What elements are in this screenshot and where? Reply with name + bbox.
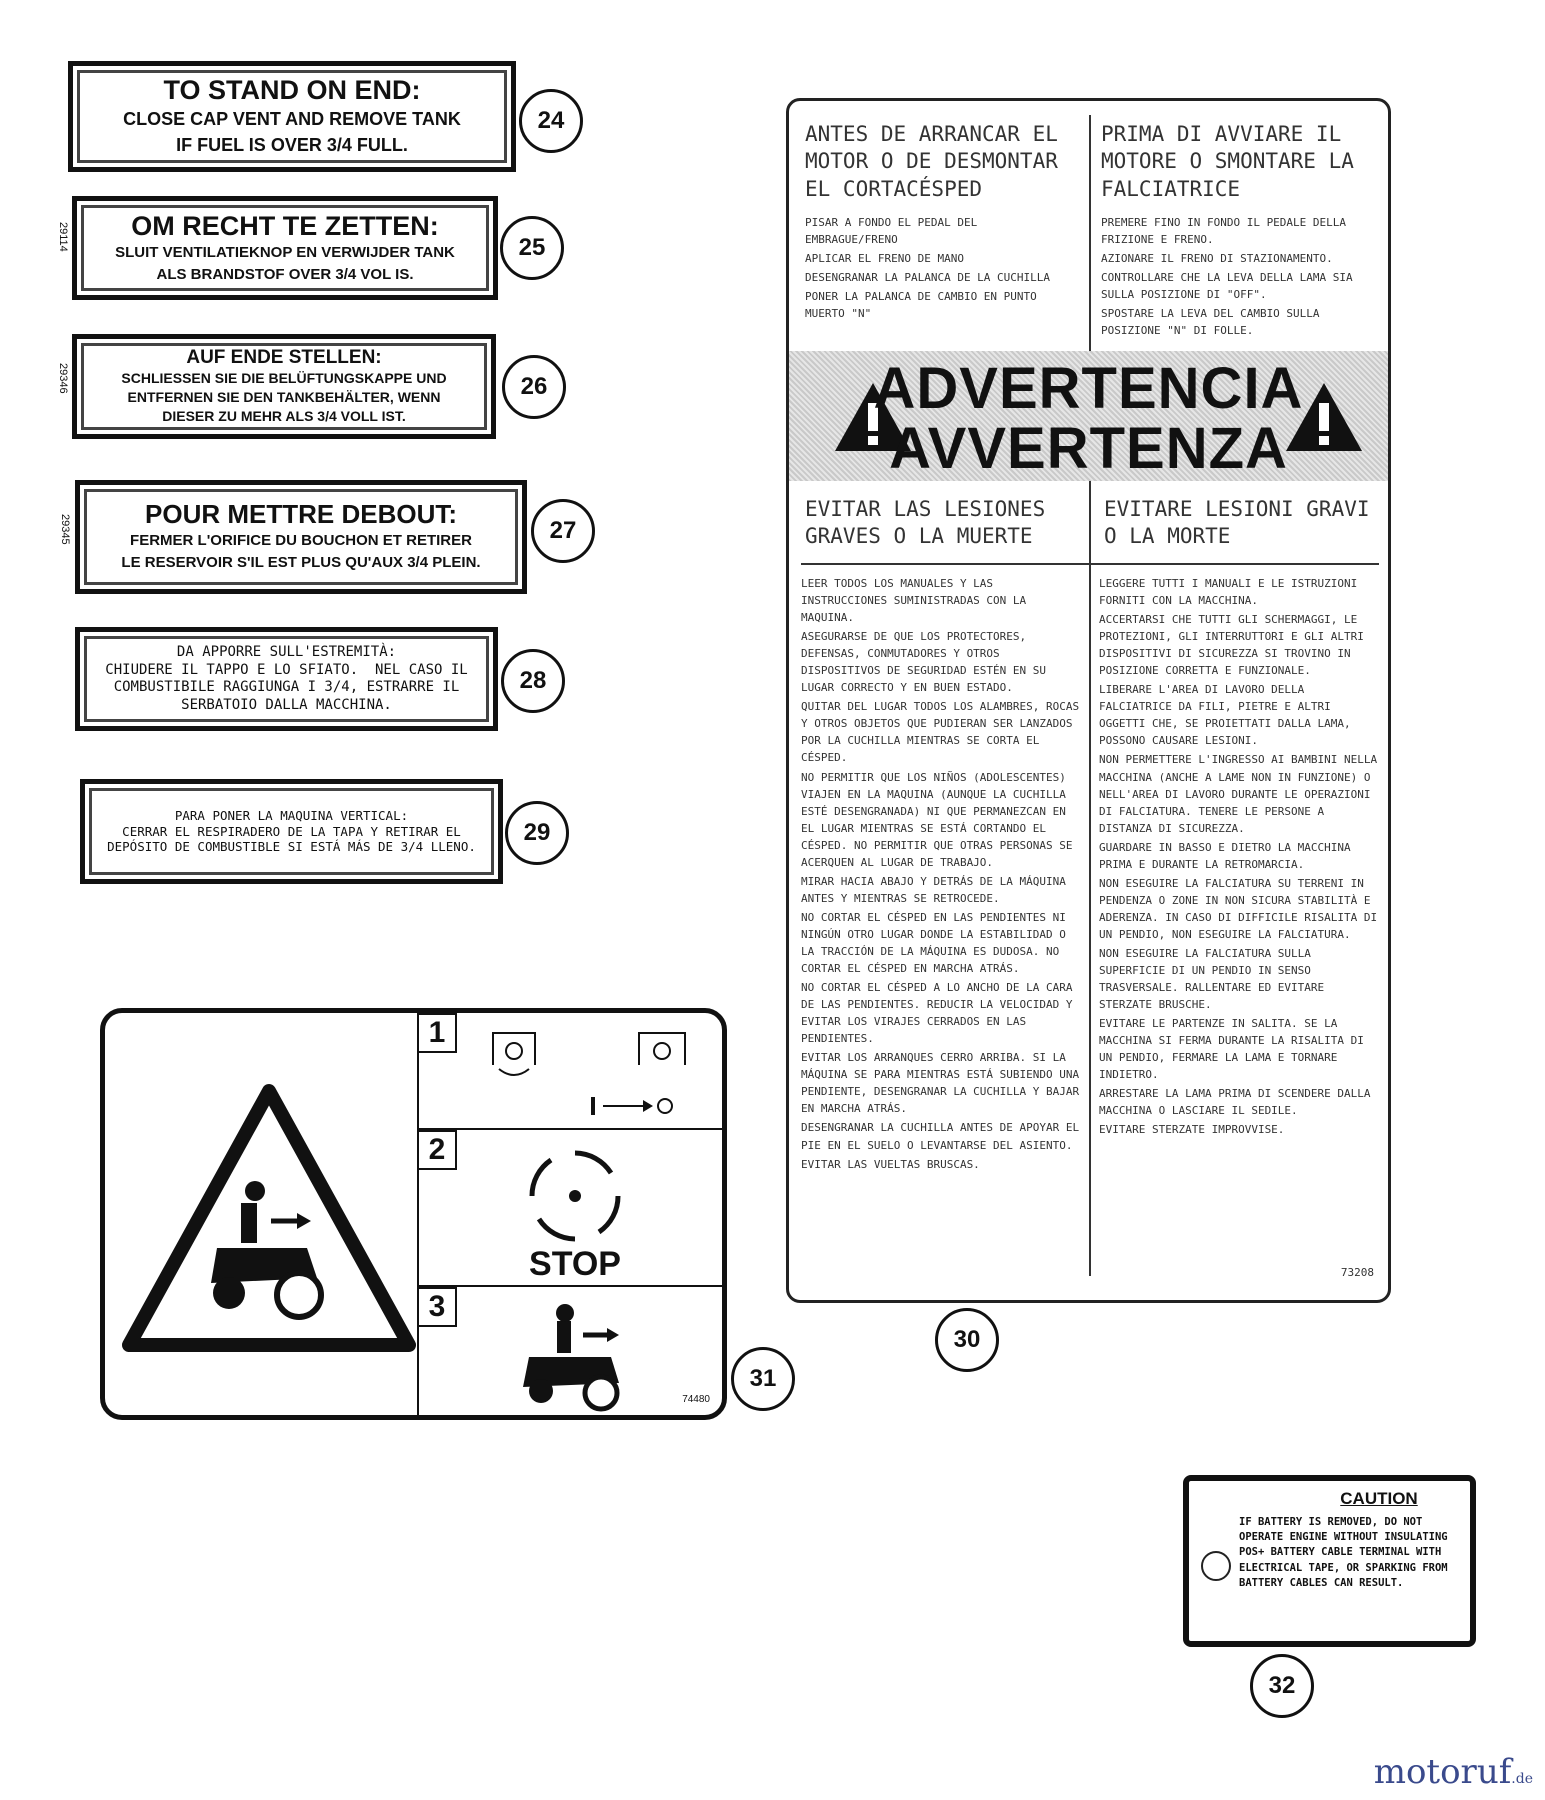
decal-line: IF FUEL IS OVER 3/4 FULL. — [176, 135, 408, 156]
decal-line: ENTFERNEN SIE DEN TANKBEHÄLTER, WENN — [127, 388, 441, 405]
brand-watermark — [1374, 1752, 1533, 1792]
list-item: ASEGURARSE DE QUE LOS PROTECTORES, DEFENSAS, CONMUTADORES Y OTROS DISPOSITIVOS DE SEGURIDAD ESTÉN EN SU LUGAR CORRECTO Y EN BUEN ESTADO. — [801, 630, 1047, 695]
decal-line: CERRAR EL RESPIRADERO DE LA TAPA Y RETIRAR EL — [122, 823, 461, 839]
decal-line: FERMER L'ORIFICE DU BOUCHON ET RETIRER — [130, 532, 472, 550]
es-step-list — [805, 214, 1075, 324]
decal-line: DIESER ZU MEHR ALS 3/4 VOLL IST. — [162, 407, 406, 424]
panel-divider — [417, 1128, 727, 1130]
list-item: DESENGRANAR LA CUCHILLA ANTES DE APOYAR EL PIE EN EL SUELO O LEVANTARSE DEL ASIENTO. — [801, 1121, 1080, 1152]
blade-stop-icon — [515, 1141, 635, 1251]
it-subheading: EVITARE LESIONI GRAVI O LA MORTE — [1104, 497, 1370, 549]
callout-28: 28 — [501, 649, 565, 713]
caution-heading: CAUTION — [1340, 1489, 1418, 1508]
part-number: 74480 — [682, 1394, 710, 1405]
decal-title: TO STAND ON END: — [163, 74, 421, 105]
step-number: 1 — [417, 1013, 457, 1053]
signal-word-es: ADVERTENCIA — [873, 356, 1304, 421]
list-item: PISAR A FONDO EL PEDAL DEL EMBRAGUE/FRENO — [805, 216, 978, 247]
list-item: LIBERARE L'AREA DI LAVORO DELLA FALCIATRICE DA FILI, PIETRE E ALTRI OGGETTI CHE, SE PROIETTATI DALLA LAMA, POSSONO CAUSARE LESIONI. — [1099, 683, 1351, 748]
warning-label-30 — [786, 98, 1391, 1303]
caution-text: IF BATTERY IS REMOVED, DO NOT OPERATE ENGINE WITHOUT INSULATING POS+ BATTERY CABLE TERMINAL WITH ELECTRICAL TAPE, OR SPARKING FROM BATTERY CABLES CAN RESULT. — [1239, 1516, 1448, 1589]
list-item: GUARDARE IN BASSO E DIETRO LA MACCHINA PRIMA E DURANTE LA RETROMARCIA. — [1099, 840, 1351, 871]
list-item: NON ESEGUIRE LA FALCIATURA SU TERRENI IN PENDENZA O ZONE IN NON SICURA STABILITÀ E ADERENZA. IN CASO DI DIFFICILE RISALITA DI UN PENDIO, NON ESEGUIRE LA FALCIATURA. — [1099, 876, 1378, 941]
column-divider — [1089, 115, 1091, 351]
step-number: 2 — [417, 1130, 457, 1170]
callout-30: 30 — [935, 1308, 999, 1372]
list-item: APLICAR EL FRENO DE MANO — [805, 252, 964, 266]
list-item: NON PERMETTERE L'INGRESSO AI BAMBINI NELLA MACCHINA (ANCHE A LAME NON IN FUNZIONE) O NELL'AREA DI LAVORO DURANTE LE OPERAZIONI DI FALCIATURA. TENERE LE PERSONE A DISTANZA DI SICUREZZA. — [1099, 753, 1378, 835]
decal-title: OM RECHT TE ZETTEN: — [131, 210, 439, 241]
list-item: DESENGRANAR LA PALANCA DE LA CUCHILLA — [805, 271, 1051, 285]
part-number: 29114 — [57, 222, 69, 252]
list-item: EVITAR LAS VUELTAS BRUSCAS. — [801, 1157, 980, 1171]
decal-line: DEPÓSITO DE COMBUSTIBLE SI ESTÁ MÁS DE 3/4 LLENO. — [107, 839, 476, 855]
callout-31: 31 — [731, 1347, 795, 1411]
it-rules-list — [1099, 575, 1381, 1141]
decal-line: SERBATOIO DALLA MACCHINA. — [181, 696, 392, 713]
es-subheading: EVITAR LAS LESIONES GRAVES O LA MUERTE — [805, 497, 1046, 549]
rider-mower-icon — [515, 1295, 665, 1413]
step-number: 3 — [417, 1287, 457, 1327]
operating-label-31 — [100, 1008, 727, 1420]
callout-32: 32 — [1250, 1654, 1314, 1718]
list-item: NON ESEGUIRE LA FALCIATURA SULLA SUPERFICIE DI UN PENDIO IN SENSO TRASVERSALE. RALLENTARE ED EVITARE STERZATE BRUSCHE. — [1099, 946, 1325, 1012]
es-rules-list — [801, 575, 1083, 1175]
panel-divider — [417, 1285, 727, 1287]
rider-warning-icon — [121, 1083, 417, 1353]
list-item: EVITARE LE PARTENZE IN SALITA. SE LA MACCHINA SI FERMA DURANTE LA RISALITA DI UN PENDIO, FERMARE LA LAMA E TORNARE INDIETRO. — [1099, 1017, 1364, 1082]
list-item: LEER TODOS LOS MANUALES Y LAS INSTRUCCIONES SUMINISTRADAS CON LA MAQUINA. — [801, 577, 1027, 625]
callout-27: 27 — [531, 499, 595, 563]
decal-line: SLUIT VENTILATIEKNOP EN VERWIJDER TANK — [115, 243, 455, 261]
decal-line: CHIUDERE IL TAPPO E LO SFIATO. NEL CASO IL — [105, 661, 468, 678]
decal-27 — [75, 480, 527, 594]
column-divider — [1089, 481, 1091, 1276]
decal-line: COMBUSTIBILE RAGGIUNGA I 3/4, ESTRARRE IL — [113, 679, 460, 695]
part-number: 73208 — [1340, 1266, 1374, 1279]
list-item: NO CORTAR EL CÉSPED A LO ANCHO DE LA CARA DE LAS PENDIENTES. REDUCIR LA VELOCIDAD Y EVITAR LOS VIRAJES CERRADOS EN LAS PENDIENTES. — [801, 981, 1073, 1046]
list-item: EVITAR LOS ARRANQUES CERRO ARRIBA. SI LA MÁQUINA SE PARA MIENTRAS ESTÁ SUBIENDO UNA PENDIENTE, DESENGRANAR LA CUCHILLA Y BAJAR EN MARCHA ATRÁS. — [801, 1051, 1080, 1116]
decal-25 — [72, 196, 498, 300]
decal-line: LE RESERVOIR S'IL EST PLUS QU'AUX 3/4 PLEIN. — [121, 553, 481, 571]
decal-24 — [68, 61, 516, 172]
part-number: 29346 — [57, 363, 69, 394]
decal-line: CLOSE CAP VENT AND REMOVE TANK — [123, 108, 461, 129]
decal-line: PARA PONER LA MAQUINA VERTICAL: — [174, 808, 409, 824]
mounting-hole-icon — [1201, 1551, 1231, 1581]
part-number: 29345 — [59, 514, 71, 545]
it-step-list — [1101, 214, 1381, 341]
list-item: ACCERTARSI CHE TUTTI GLI SCHERMAGGI, LE PROTEZIONI, GLI INTERRUTTORI E GLI ALTRI DISPOSITIVI DI SICUREZZA SI TROVINO IN POSIZIONE CORRETTA E FUNZIONALE. — [1099, 613, 1364, 678]
list-item: ARRESTARE LA LAMA PRIMA DI SCENDERE DALLA MACCHINA O LASCIARE IL SEDILE. — [1099, 1087, 1371, 1118]
list-item: MIRAR HACIA ABAJO Y DETRÁS DE LA MÁQUINA ANTES Y MIENTRAS SE RETROCEDE. — [801, 874, 1066, 905]
decal-line: ALS BRANDSTOF OVER 3/4 VOL IS. — [156, 265, 414, 283]
decal-29 — [80, 779, 503, 884]
caution-label-32 — [1183, 1475, 1476, 1647]
decal-line: DA APPORRE SULL'ESTREMITÀ: — [176, 644, 397, 660]
list-item: LEGGERE TUTTI I MANUALI E LE ISTRUZIONI FORNITI CON LA MACCHINA. — [1099, 577, 1358, 608]
es-heading: ANTES DE ARRANCAR EL MOTOR O DE DESMONTAR EL CORTACÉSPED — [805, 122, 1058, 201]
decal-title: AUF ENDE STELLEN: — [186, 347, 382, 369]
list-item: NO CORTAR EL CÉSPED EN LAS PENDIENTES NI NINGÚN OTRO LUGAR DONDE LA ESTABILIDAD O LA TRACCIÓN DE LA MÁQUINA ES DUDOSA. NO CORTAR EL CÉSPED EN MARCHA ATRÁS. — [801, 910, 1066, 976]
list-item: NO PERMITIR QUE LOS NIÑOS (ADOLESCENTES) VIAJEN EN LA MAQUINA (AUNQUE LA CUCHILLA ESTÉ DESENGRANADA) NI QUE PERMANEZCAN EN EL LUGAR MIENTRAS SE ESTÁ CORTANDO EL CÉSPED. NO PERMITIR QUE OTRAS PERSONAS SE ACERQUEN AL LUGAR DE TRABAJO. — [801, 770, 1073, 869]
decal-28 — [75, 627, 498, 731]
stop-text: STOP — [529, 1245, 621, 1283]
throttle-idle-icon — [485, 1025, 715, 1125]
signal-word-it: AVVERTENZA — [889, 416, 1288, 481]
brand-name: motoruf — [1373, 1752, 1512, 1792]
list-item: CONTROLLARE CHE LA LEVA DELLA LAMA SIA SULLA POSIZIONE DI "OFF". — [1101, 271, 1353, 302]
list-item: SPOSTARE LA LEVA DEL CAMBIO SULLA POSIZIONE "N" DI FOLLE. — [1101, 307, 1320, 338]
it-heading: PRIMA DI AVVIARE IL MOTORE O SMONTARE LA FALCIATRICE — [1101, 122, 1354, 201]
panel-divider — [417, 1013, 419, 1420]
brand-suffix: .de — [1511, 1771, 1533, 1787]
list-item: PONER LA PALANCA DE CAMBIO EN PUNTO MUERTO "N" — [805, 290, 1037, 321]
callout-24: 24 — [519, 89, 583, 153]
callout-26: 26 — [502, 355, 566, 419]
list-item: EVITARE STERZATE IMPROVVISE. — [1099, 1123, 1285, 1137]
warning-band — [789, 351, 1388, 481]
callout-25: 25 — [500, 216, 564, 280]
decal-line: SCHLIESSEN SIE DIE BELÜFTUNGSKAPPE UND — [121, 370, 447, 387]
list-item: PREMERE FINO IN FONDO IL PEDALE DELLA FRIZIONE E FRENO. — [1101, 216, 1347, 247]
decal-26 — [72, 334, 496, 439]
list-item: QUITAR DEL LUGAR TODOS LOS ALAMBRES, ROCAS Y OTROS OBJETOS QUE PUDIERAN SER LANZADOS POR LA CUCHILLA MIENTRAS SE CORTA EL CÉSPED. — [801, 700, 1080, 765]
list-item: AZIONARE IL FRENO DI STAZIONAMENTO. — [1101, 252, 1333, 266]
decal-title: POUR METTRE DEBOUT: — [145, 499, 457, 530]
callout-29: 29 — [505, 801, 569, 865]
